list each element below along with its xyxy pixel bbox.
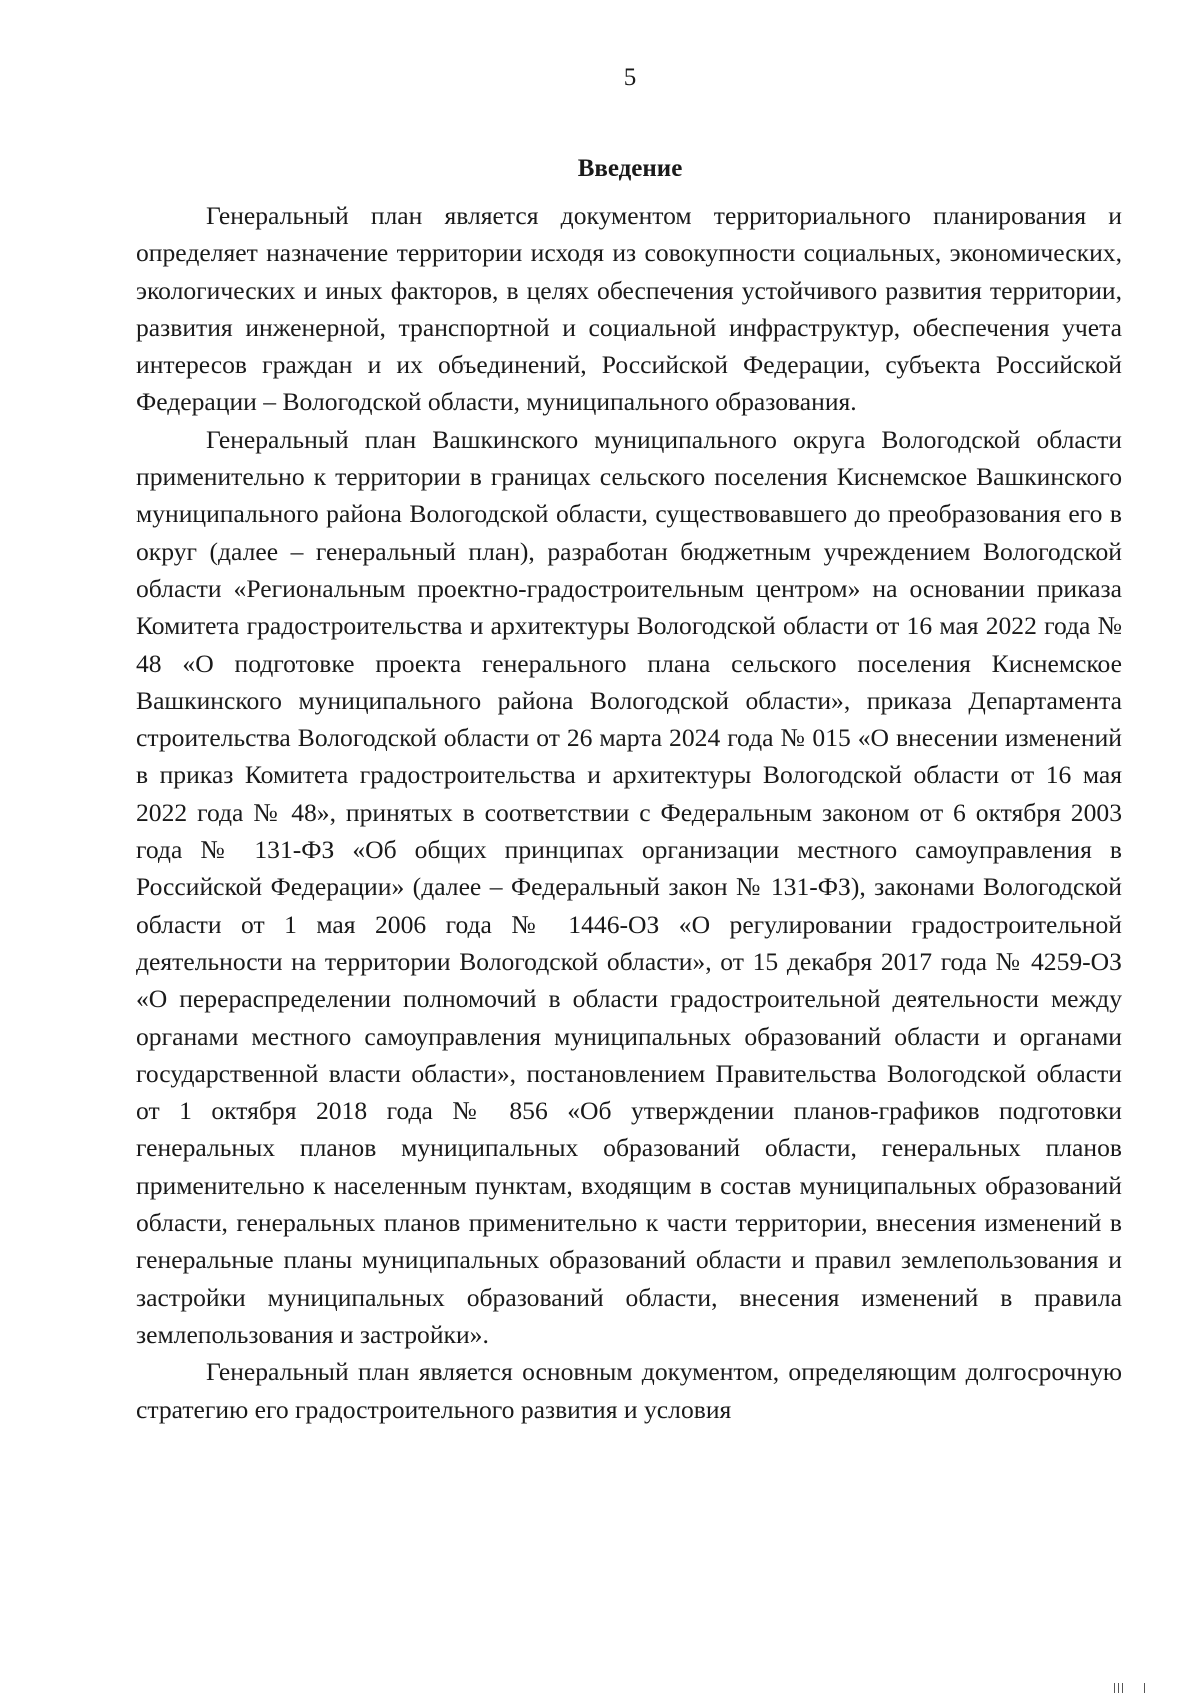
scan-artifact	[1100, 1683, 1160, 1693]
page-title: Введение	[577, 155, 683, 182]
page-number: 5	[623, 64, 637, 91]
document-body	[136, 197, 1122, 1428]
paragraph-3: Генеральный план является основным документом, определяющим долгосрочную стратегию его градостроительного развития и условия	[136, 1357, 1122, 1424]
paragraph-1: Генеральный план является документом территориального планирования и определяет назначение территории исходя из совокупности социальных, экономических, экологических и иных факторов, в целях обеспечения устойчивого развития территории, развития инженерной, транспортной и социальной инфраструктур, обеспечения учета интересов граждан и их объединений, Российской Федерации, субъекта Российской Федерации – Вологодской области, муниципального образования.	[136, 201, 1122, 417]
paragraph-2: Генеральный план Вашкинского муниципального округа Вологодской области применительно к территории в границах сельского поселения Киснемское Вашкинского муниципального района Вологодской области, существовавшего до преобразования его в округ (далее – генеральный план), разработан бюджетным учреждением Вологодской области «Региональным проектно-градостроительным центром» на основании приказа Комитета градостроительства и архитектуры Вологодской области от 16 мая 2022 года № 48 «О подготовке проекта генерального плана сельского поселения Киснемское Вашкинского муниципального района Вологодской области», приказа Департамента строительства Вологодской области от 26 марта 2024 года № 015 «О внесении изменений в приказ Комитета градостроительства и архитектуры Вологодской области от 16 мая 2022 года № 48», принятых в соответствии с Федеральным законом от 6 октября 2003 года № 131-ФЗ «Об общих принципах организации местного самоуправления в Российской Федерации» (далее – Федеральный закон № 131-ФЗ), законами Вологодской области от 1 мая 2006 года № 1446-ОЗ «О регулировании градостроительной деятельности на территории Вологодской области», от 15 декабря 2017 года № 4259-ОЗ «О перераспределении полномочий в области градостроительной деятельности между органами местного самоуправления муниципальных образований области и органами государственной власти области», постановлением Правительства Вологодской области от 1 октября 2018 года № 856 «Об утверждении планов-графиков подготовки генеральных планов муниципальных образований области, генеральных планов применительно к населенным пунктам, входящим в состав муниципальных образований области, генеральных планов применительно к части территории, внесения изменений в генеральные планы муниципальных образований области и правил землепользования и застройки муниципальных образований области, внесения изменений в правила землепользования и застройки».	[136, 424, 1122, 1349]
